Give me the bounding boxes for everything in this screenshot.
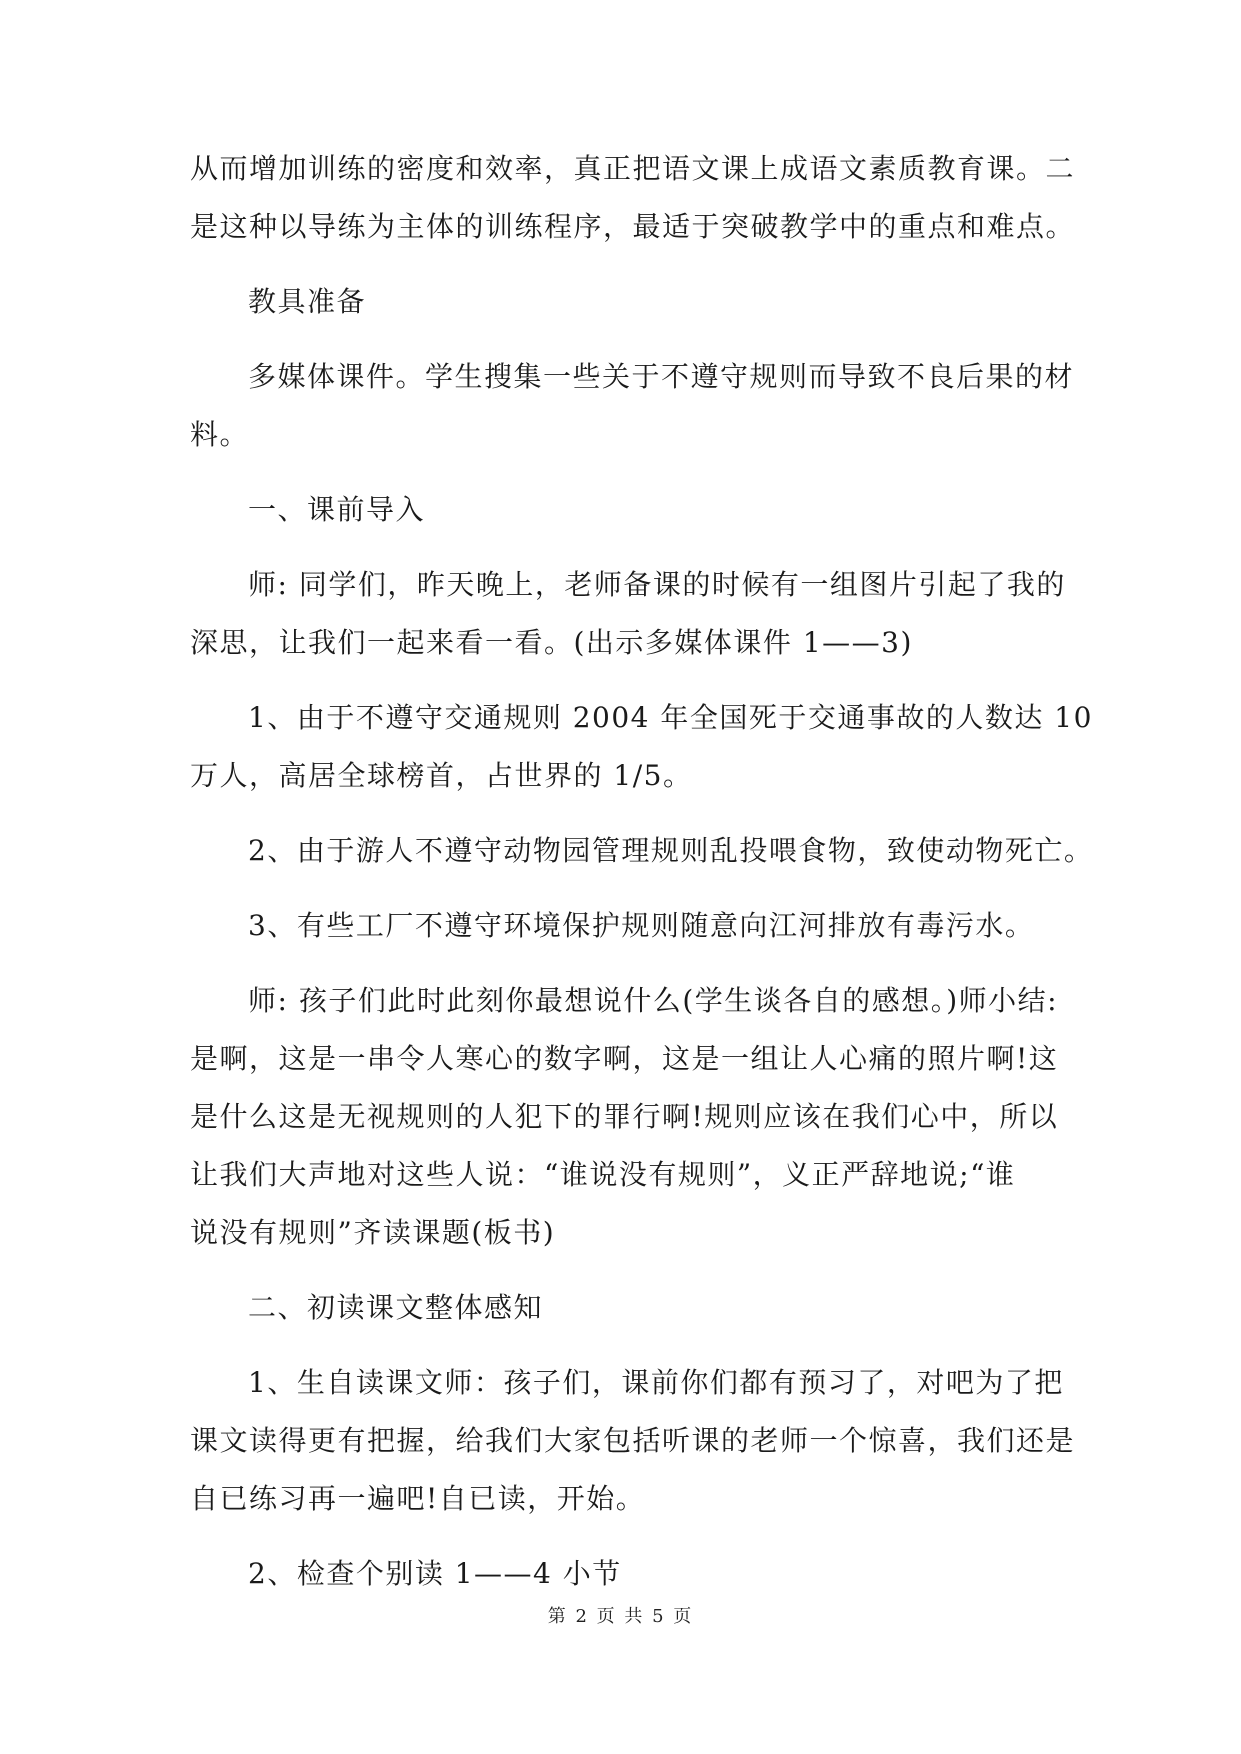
paragraph [190, 1545, 1052, 1603]
text-line: 料。 [190, 418, 250, 451]
text-line: 是什么这是无视规则的人犯下的罪行啊!规则应该在我们心中，所以 [190, 1100, 1059, 1133]
text-line: 是这种以导练为主体的训练程序，最适于突破教学中的重点和难点。 [190, 210, 1076, 243]
text-line: 3、有些工厂不遵守环境保护规则随意向江河排放有毒污水。 [248, 909, 1035, 942]
paragraph [190, 556, 1066, 672]
text-line: 是啊，这是一串令人寒心的数字啊，这是一组让人心痛的照片啊!这 [190, 1042, 1059, 1075]
text-line: 多媒体课件。学生搜集一些关于不遵守规则而导致不良后果的材 [248, 360, 1075, 393]
text-line: 自已练习再一遍吧!自已读，开始。 [190, 1482, 646, 1515]
text-line: 2、检查个别读 1——4 小节 [248, 1557, 622, 1590]
text-line: 教具准备 [248, 285, 367, 318]
paragraph [190, 140, 1076, 256]
text-line: 万人，高居全球榜首，占世界的 1/5。 [190, 759, 693, 792]
section-heading [190, 1279, 1052, 1337]
text-line: 师: 孩子们此时此刻你最想说什么(学生谈各自的感想。)师小结: [248, 984, 1059, 1017]
text-line: 深思，让我们一起来看一看。(出示多媒体课件 1——3) [190, 626, 913, 659]
paragraph [190, 689, 1093, 805]
text-line: 师: 同学们，昨天晚上，老师备课的时候有一组图片引起了我的 [248, 568, 1066, 601]
document-body [190, 140, 1094, 1603]
section-heading [190, 273, 1052, 331]
text-line: 从而增加训练的密度和效率，真正把语文课上成语文素质教育课。二 [190, 152, 1076, 185]
text-line: 让我们大声地对这些人说：“谁说没有规则”，义正严辞地说;“谁 [190, 1158, 1016, 1191]
paragraph [190, 972, 1059, 1262]
text-line: 2、由于游人不遵守动物园管理规则乱投喂食物，致使动物死亡。 [248, 834, 1094, 867]
page-number-footer: 第 2 页 共 5 页 [547, 1606, 694, 1627]
text-line: 说没有规则”齐读课题(板书) [190, 1216, 556, 1249]
paragraph [190, 822, 1094, 880]
text-line: 1、生自读课文师：孩子们，课前你们都有预习了，对吧为了把 [248, 1366, 1064, 1399]
text-line: 课文读得更有把握，给我们大家包括听课的老师一个惊喜，我们还是 [190, 1424, 1076, 1457]
paragraph [190, 1354, 1076, 1528]
text-line: 一、课前导入 [248, 493, 426, 526]
paragraph [190, 897, 1052, 955]
text-line: 二、初读课文整体感知 [248, 1291, 544, 1324]
paragraph [190, 348, 1075, 464]
text-line: 1、由于不遵守交通规则 2004 年全国死于交通事故的人数达 10 [248, 701, 1093, 734]
section-heading [190, 481, 1052, 539]
